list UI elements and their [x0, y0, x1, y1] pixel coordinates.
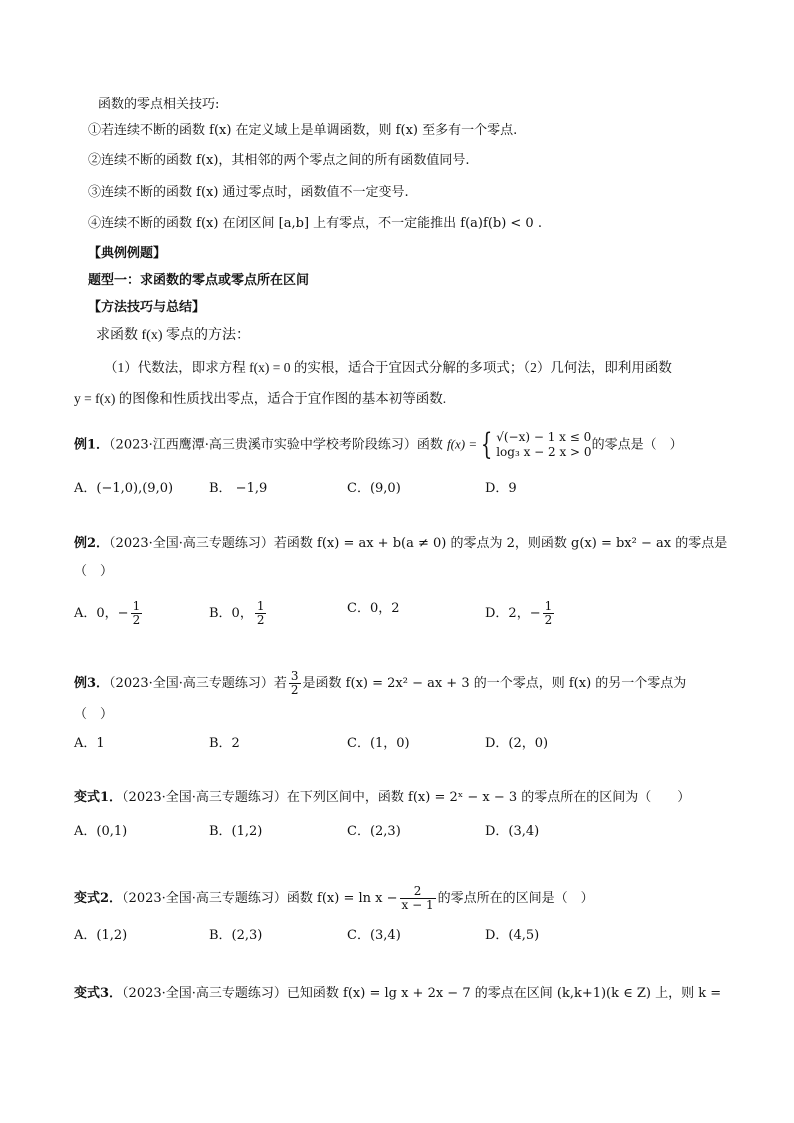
ex1-brace: { — [480, 427, 493, 462]
var2-option-a: A．(1,2) — [74, 928, 128, 943]
var2-numerator: 2 — [400, 885, 436, 899]
tips-title: 函数的零点相关技巧: — [98, 97, 220, 112]
ex2-option-d — [485, 600, 556, 627]
ex2-b-numerator: 1 — [256, 599, 265, 613]
ex2-b-fraction — [255, 600, 267, 627]
ex1-option-a: A．(−1,0),(9,0) — [74, 481, 174, 496]
var1-option-d: D．(3,4) — [485, 824, 540, 839]
tip-2: ②连续不断的函数 f(x)，其相邻的两个零点之间的所有函数值同号. — [88, 153, 470, 168]
ex1-cases — [496, 430, 591, 460]
ex2-option-c: C．0，2 — [347, 601, 400, 616]
ex3-denominator: 2 — [290, 683, 299, 697]
ex3-fraction — [289, 670, 301, 697]
var2-fraction — [400, 885, 436, 912]
ex1-option-c: C．(9,0) — [347, 481, 401, 496]
ex2-a-fraction — [131, 600, 143, 627]
ex3-option-b: B．2 — [209, 736, 240, 751]
tip-3: ③连续不断的函数 f(x) 通过零点时，函数值不一定变号. — [88, 185, 409, 200]
var2-source: （2023·全国·高三专题练习）函数 f(x) = ln x − — [122, 891, 398, 906]
ex3-source-rest: 是函数 f(x) = 2x² − ax + 3 的一个零点，则 f(x) 的另一个零点为 — [302, 676, 687, 691]
ex3-label: 例3． — [74, 676, 110, 691]
ex2-a-numerator: 1 — [132, 599, 141, 613]
var1-stem — [74, 789, 690, 807]
ex1-stem — [74, 427, 683, 462]
ex3-stem — [74, 670, 686, 697]
ex1-label: 例1． — [74, 437, 110, 453]
section-header: 【典例例题】 — [88, 246, 167, 261]
ex1-fx: f(x) = — [447, 436, 478, 452]
ex2-d-fraction — [543, 600, 555, 627]
var1-source: （2023·全国·高三专题练习）在下列区间中，函数 f(x) = 2ˣ − x − 3 的零点所在的区间为（ ） — [122, 790, 691, 805]
ex2-stem — [74, 535, 727, 553]
ex3-paren: （ ） — [74, 707, 114, 722]
ex2-d-denominator: 2 — [544, 613, 553, 627]
var1-option-b: B．(1,2) — [209, 824, 263, 839]
method-line-2: （1）代数法，即求方程 f(x) = 0 的实根，适合于宜因式分解的多项式；（2）几何法，即利用函数 — [104, 360, 672, 375]
ex2-a-prefix: A．0，− — [74, 606, 129, 621]
ex3-option-c: C．(1，0) — [347, 736, 410, 751]
var2-label: 变式2． — [74, 891, 123, 906]
ex1-case-1: √(−x) − 1 x ≤ 0 — [496, 430, 592, 444]
ex1-option-b: B． −1,9 — [209, 481, 268, 496]
ex3-source: （2023·全国·高三专题练习）若 — [109, 676, 287, 691]
var3-label: 变式3． — [74, 986, 123, 1001]
ex2-source: （2023·全国·高三专题练习）若函数 f(x) = ax + b(a ≠ 0) 的零点为 2，则函数 g(x) = bx² − ax 的零点是 — [109, 536, 728, 551]
ex2-option-a — [74, 600, 144, 627]
var3-source: （2023·全国·高三专题练习）已知函数 f(x) = lg x + 2x − 7 的零点在区间 (k,k+1)(k ∈ Z) 上，则 k = — [122, 986, 722, 1001]
ex2-b-prefix: B．0， — [209, 606, 253, 621]
method-heading: 【方法技巧与总结】 — [88, 300, 206, 315]
var3-stem — [74, 985, 721, 1003]
ex3-option-d: D．(2，0) — [485, 736, 549, 751]
ex1-tail: 的零点是（ ） — [591, 437, 683, 453]
ex2-b-denominator: 2 — [256, 613, 265, 627]
var2-option-c: C．(3,4) — [347, 928, 401, 943]
method-line-3: y = f(x) 的图像和性质找出零点，适合于宜作图的基本初等函数. — [74, 391, 447, 406]
ex2-label: 例2． — [74, 536, 110, 551]
type1-heading: 题型一：求函数的零点或零点所在区间 — [88, 273, 310, 288]
ex3-numerator: 3 — [290, 669, 299, 683]
var2-stem — [74, 885, 594, 912]
var2-option-d: D．(4,5) — [485, 928, 540, 943]
ex2-d-numerator: 1 — [544, 599, 553, 613]
ex2-paren: （ ） — [74, 564, 114, 579]
ex2-option-b — [209, 600, 268, 627]
method-line-1: 求函数 f(x) 零点的方法： — [96, 328, 250, 343]
ex1-option-d: D．9 — [485, 481, 517, 496]
tip-4: ④连续不断的函数 f(x) 在闭区间 [a,b] 上有零点，不一定能推出 f(a)f(b) < 0 . — [88, 216, 542, 231]
var1-option-c: C．(2,3) — [347, 824, 401, 839]
var2-option-b: B．(2,3) — [209, 928, 263, 943]
ex3-option-a: A．1 — [74, 736, 105, 751]
ex2-a-denominator: 2 — [132, 613, 141, 627]
var1-label: 变式1． — [74, 790, 123, 805]
ex1-case-2: log₃ x − 2 x > 0 — [496, 445, 592, 459]
var2-source-rest: 的零点所在的区间是（ ） — [437, 891, 594, 906]
tip-1: ①若连续不断的函数 f(x) 在定义域上是单调函数，则 f(x) 至多有一个零点. — [88, 123, 518, 138]
var1-option-a: A．(0,1) — [74, 824, 128, 839]
ex1-source: （2023·江西鹰潭·高三贵溪市实验中学校考阶段练习）函数 — [109, 437, 443, 453]
ex2-d-prefix: D．2，− — [485, 606, 541, 621]
var2-denominator: x − 1 — [401, 898, 434, 912]
